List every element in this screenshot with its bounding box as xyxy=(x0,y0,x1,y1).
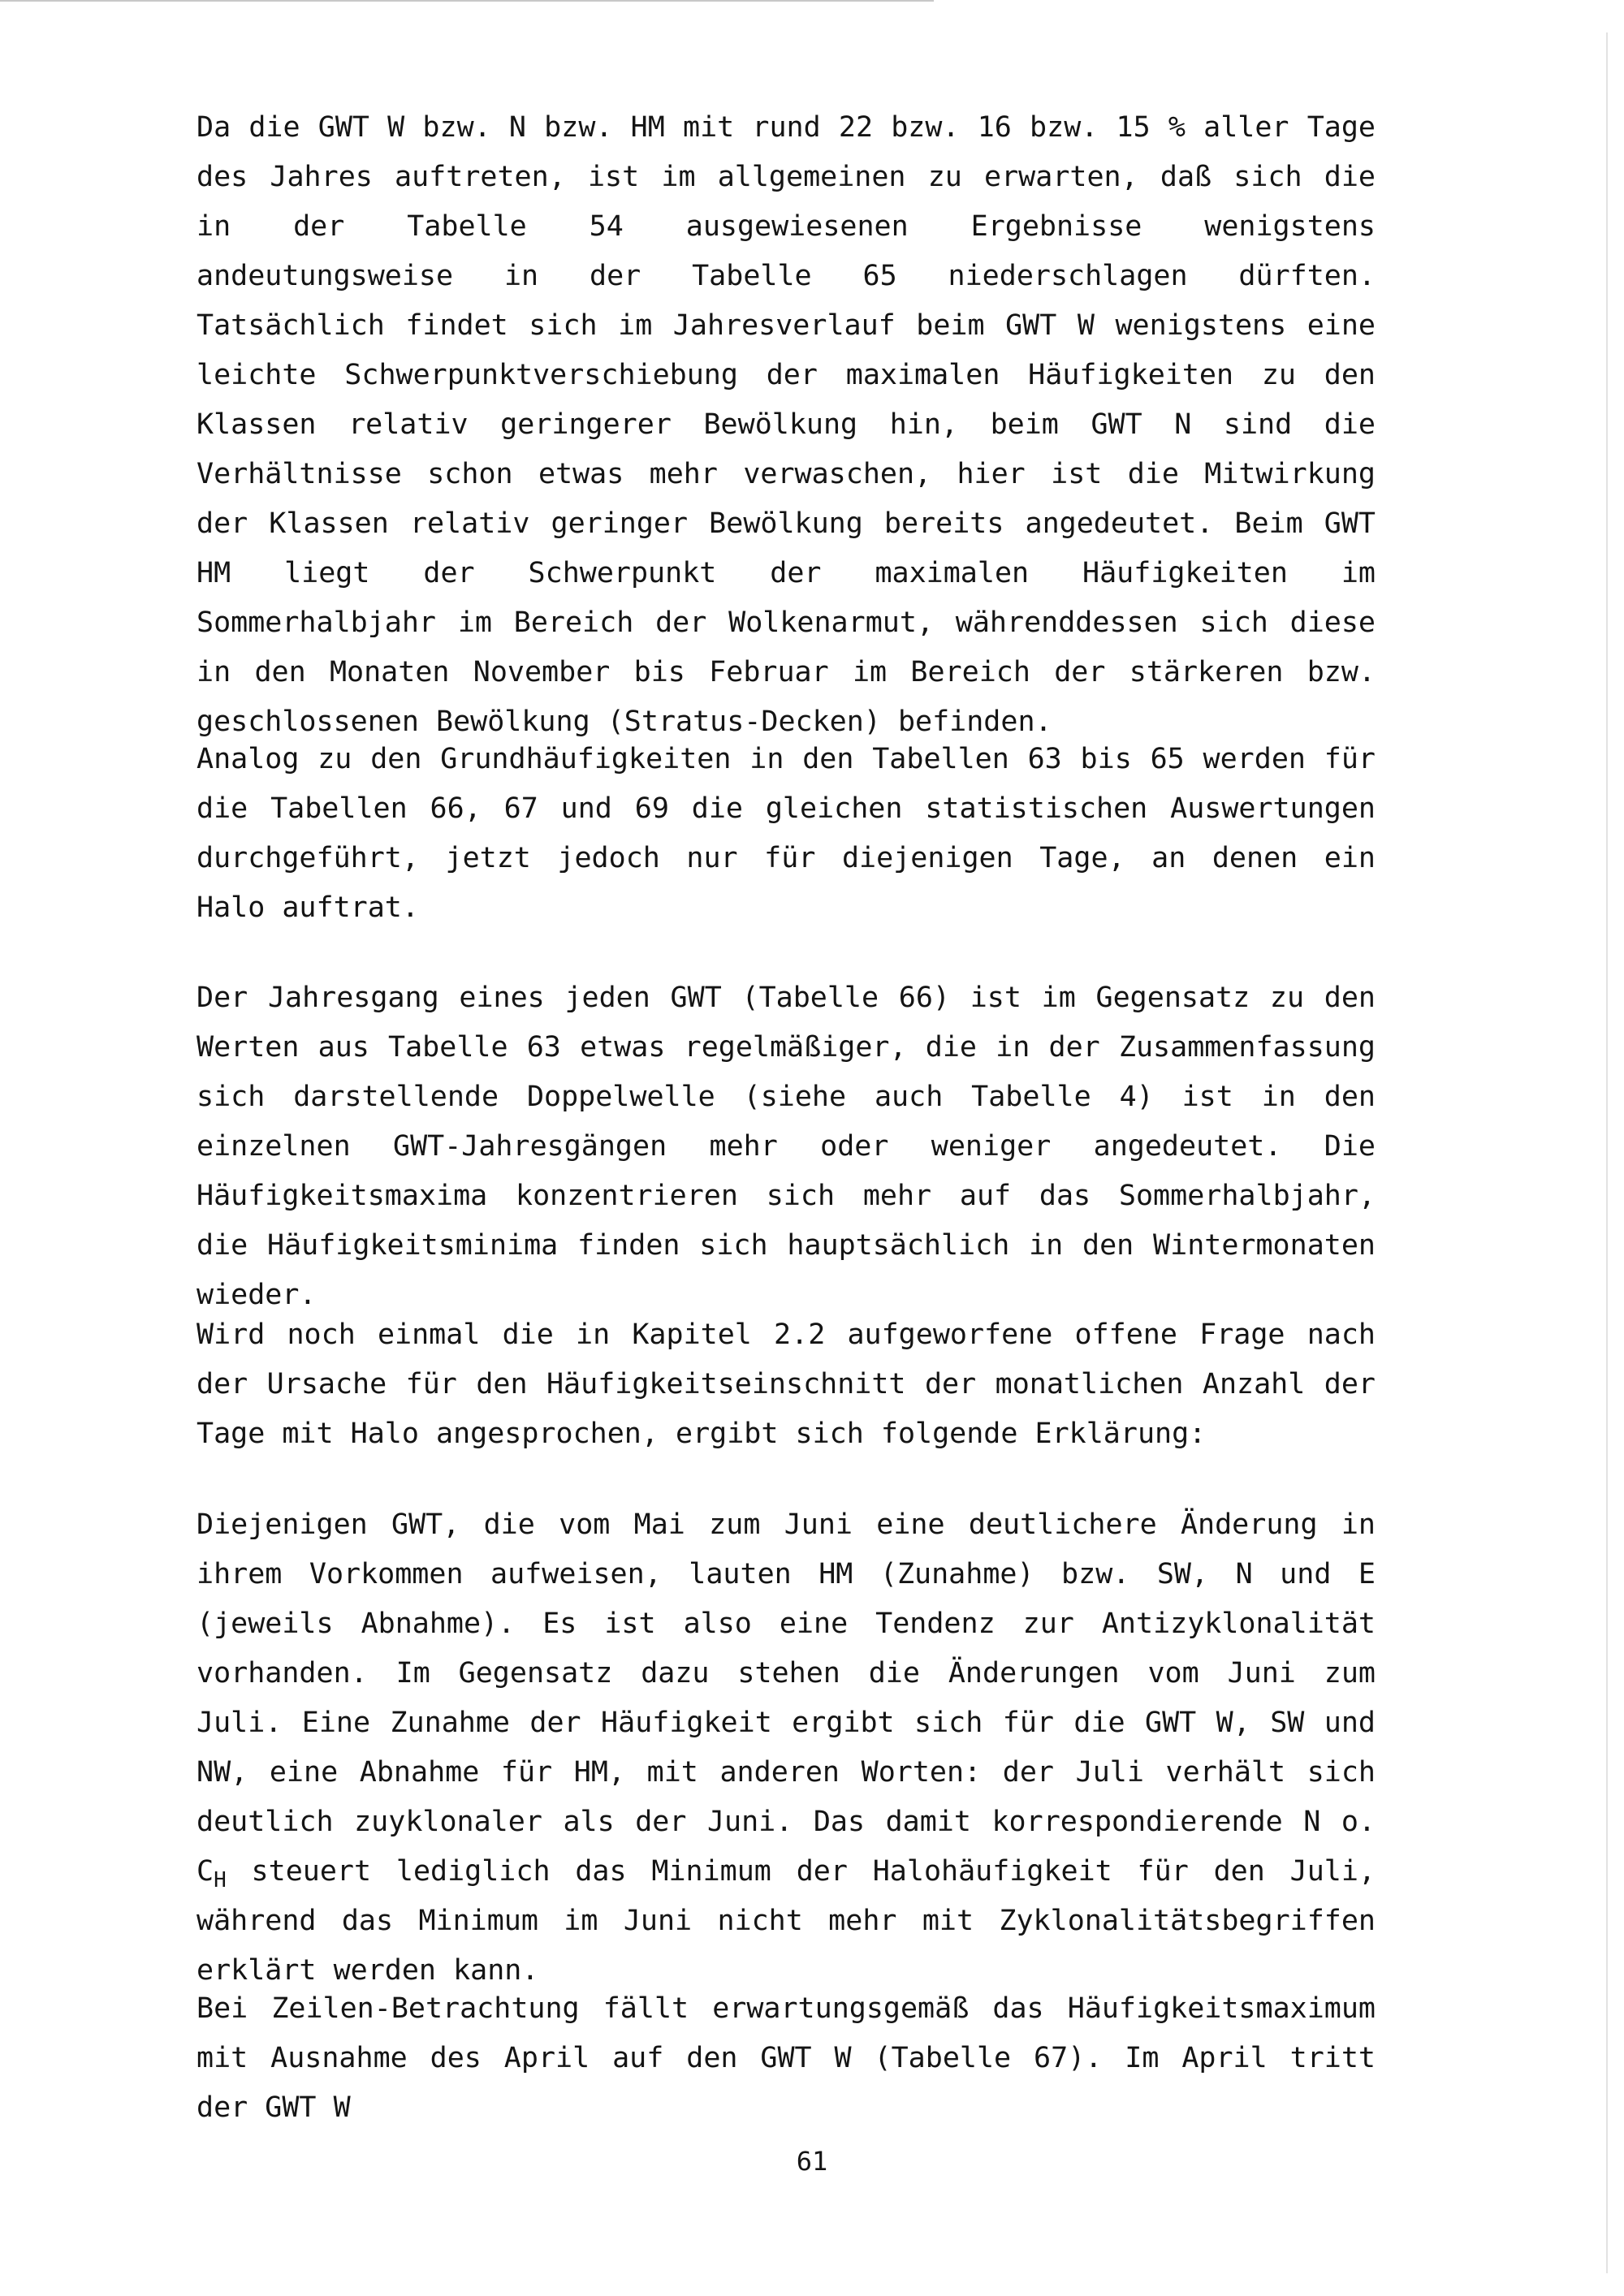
paragraph-3: Der Jahresgang eines jeden GWT (Tabelle 66) ist im Gegensatz zu den Werten aus Tabelle 63 etwas regelmäßiger, die in der Zusammenfassung sich darstellende Doppelwelle (siehe auch Tabelle 4) ist in den einzelnen GWT-Jahresgängen mehr oder weniger angedeutet. Die Häufigkeitsmaxima konzentrieren sich mehr auf das Sommerhalbjahr, die Häufigkeitsminima finden sich hauptsächlich in den Wintermonaten wieder. xyxy=(197,982,1376,1311)
paragraph-4: Wird noch einmal die in Kapitel 2.2 aufgeworfene offene Frage nach der Ursache für den Häufigkeitseinschnitt der monatlichen Anzahl der Tage mit Halo angesprochen, ergibt sich folgende Erklärung: xyxy=(197,1318,1376,1450)
paragraph-6: Bei Zeilen-Betrachtung fällt erwartungsgemäß das Häufigkeitsmaximum mit Ausnahme des April auf den GWT W (Tabelle 67). Im April tritt der GWT W xyxy=(197,1992,1376,2124)
scan-edge-top xyxy=(0,0,934,2)
scan-edge-right xyxy=(1606,32,1608,2273)
paragraph-5 xyxy=(197,1500,1376,1996)
cloud-symbol-base: C xyxy=(197,1855,214,1888)
cloud-symbol-ch xyxy=(197,1855,227,1892)
paragraph-1: Da die GWT W bzw. N bzw. HM mit rund 22 bzw. 16 bzw. 15 % aller Tage des Jahres auftreten, ist im allgemeinen zu erwarten, daß sich die in der Tabelle 54 ausgewiesenen Ergebnisse wenigstens andeutungsweise in der Tabelle 65 niederschlagen dürften. Tatsächlich findet sich im Jahresverlauf beim GWT W wenigstens eine leichte Schwerpunktverschiebung der maximalen Häufigkeiten zu den Klassen relativ geringerer Bewölkung hin, beim GWT N sind die Verhältnisse schon etwas mehr verwaschen, hier ist die Mitwirkung der Klassen relativ geringer Bewölkung bereits angedeutet. Beim GWT HM liegt der Schwerpunkt der maximalen Häufigkeiten im Sommerhalbjahr im Bereich der Wolkenarmut, währenddessen sich diese in den Monaten November bis Februar im Bereich der stärkeren bzw. geschlossenen Bewölkung (Stratus-Decken) befinden. xyxy=(197,111,1376,738)
page-number: 61 xyxy=(796,2146,828,2177)
paragraph-5-part-b: steuert lediglich das Minimum der Halohäufigkeit für den Juli, während das Minimum im Juni nicht mehr mit Zyklonalitätsbegriffen erklärt werden kann. xyxy=(197,1855,1376,1987)
paragraph-5-part-a: Diejenigen GWT, die vom Mai zum Juni eine deutlichere Änderung in ihrem Vorkommen aufweisen, lauten HM (Zunahme) bzw. SW, N und E (jeweils Abnahme). Es ist also eine Tendenz zur Antizyklonalität vorhanden. Im Gegensatz dazu stehen die Änderungen vom Juni zum Juli. Eine Zunahme der Häufigkeit ergibt sich für die GWT W, SW und NW, eine Abnahme für HM, mit anderen Worten: der Juli verhält sich deutlich zuyklonaler als der Juni. Das damit korrespondierende N o. xyxy=(197,1508,1376,1838)
paragraph-2: Analog zu den Grundhäufigkeiten in den Tabellen 63 bis 65 werden für die Tabellen 66, 67 und 69 die gleichen statistischen Auswertungen durchgeführt, jetzt jedoch nur für diejenigen Tage, an denen ein Halo auftrat. xyxy=(197,743,1376,924)
cloud-symbol-subscript: H xyxy=(214,1868,227,1892)
